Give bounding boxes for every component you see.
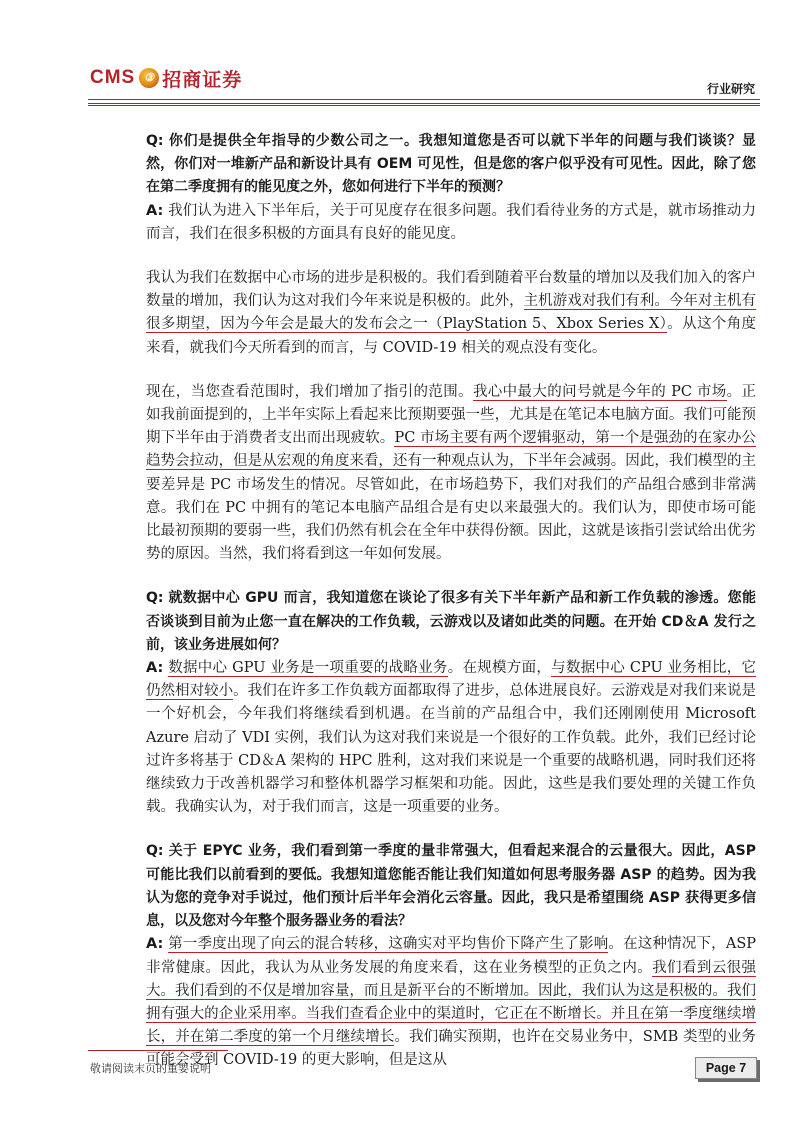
underlined-span: 第一季度出现了向云的混合转移，这确实对平均售价下降产生了影响: [168, 936, 609, 953]
underlined-span: 主机游戏对我们有利。今年对主机有很多期望，因为今年会是最大的发布会之一（PlayStation 5、Xbox Series X）: [146, 293, 757, 333]
document-body: [146, 130, 756, 1094]
paragraph-pc-market: [146, 381, 756, 567]
page-number: Page 7: [695, 1057, 757, 1079]
underlined-span: 数据中心 GPU 业务是一项重要的战略业务: [168, 660, 448, 677]
text-span: 。我们在许多工作负载方面都取得了进步，总体进展良好。云游戏是对我们来说是一个好机会，今年我们将继续看到机遇。在当前的产品组合中，我们还刚刚使用 Microsoft Azure 启动了 VDI 实例，我们认为这对我们来说是一个很好的工作负载。此外，我们已经讨论过许多将基于 CD＆A 架构的 HPC 胜利，这对我们来说是一个重要的战略机遇，同时我们还将继续致力于改善机器学习和整体机器学习框架和功能。因此，这些是我们要处理的关键工作负载。我确实认为，对于我们而言，这是一项重要的业务。: [146, 683, 757, 816]
section-label: 行业研究: [706, 82, 755, 96]
underlined-span: PC 市场主要有两个逻辑驱动，第一个是强劲的在家办公趋势会拉动，但是从宏观的角度来看，还有一种观点认为，下半年会减弱: [146, 430, 757, 470]
question-text: 就数据中心 GPU 而言，我知道您在谈论了很多有关下半年新产品和新工作负载的渗透。您能否谈谈到目前为止您一直在解决的工作负载，云游戏以及诸如此类的问题。在开始 CD＆A 发行之前，该业务进展如何？: [146, 590, 756, 653]
question-3: [146, 840, 756, 933]
text-span: 现在，当您查看范围时，我们增加了指引的范围。: [146, 383, 473, 400]
answer-3: [146, 933, 756, 1072]
question-tag: Q:: [146, 843, 164, 860]
text-span: 。在规模方面，: [447, 660, 552, 677]
question-text: 关于 EPYC 业务，我们看到第一季度的量非常强大，但看起来混合的云量很大。因此，ASP 可能比我们以前看到的要低。我想知道您能否能让我们知道如何思考服务器 ASP 的趋势。因为我认为您的竞争对手说过，他们预计后半年会消化云容量。因此，我只是希望围绕 ASP 获得更多信息，以及您对今年整个服务器业务的看法？: [146, 843, 756, 930]
header-rule: [88, 103, 760, 106]
header-rule-thin: [88, 99, 760, 100]
footer-rule: [88, 1050, 228, 1051]
answer-text: 我们认为进入下半年后，关于可见度存在很多问题。我们看待业务的方式是，就市场推动力而言，我们在很多积极的方面具有良好的能见度。: [146, 202, 756, 242]
question-2: [146, 587, 756, 657]
paragraph-data-center: [146, 267, 756, 360]
text-span: 。从这个角度来看，就我们今天所看到的而言，与 COVID-19 相关的观点没有变化。: [146, 316, 756, 356]
logo-badge-icon: ③: [139, 68, 159, 88]
text-span: 。我们确实预期，也许在交易业务中，SMB 类型的业务可能会受到 COVID-19 的更大影响，但是这从: [146, 1029, 757, 1069]
answer-tag: A:: [146, 936, 164, 953]
footer-disclaimer: 敬请阅读末页的重要说明: [90, 1062, 211, 1075]
answer-2: [146, 657, 756, 819]
underlined-span: 我们看到云很强大。我们看到的不仅是增加容量，而且是新平台的不断增加。因此，我们认为这是积极的。我们拥有强大的企业采用率。当我们查看企业中的渠道时，它正在不断增长。并且在第一季度继续增长，并在第二季度的第一个月继续增长: [146, 959, 756, 1046]
answer-tag: A:: [146, 660, 164, 677]
text-span: 。因此，我们模型的主要差异是 PC 市场发生的情况。尽管如此，在市场趋势下，我们对我们的产品组合感到非常满意。我们在 PC 中拥有的笔记本电脑产品组合是有史以来最强大的。我们认为，即使市场可能比最初预期的要弱一些，我们仍然有机会在全年中获得份额。因此，这就是该指引尝试给出优劣势的原因。当然，我们将看到这一年如何发展。: [146, 453, 757, 563]
text-span: 。正如我前面提到的，上半年实际上看起来比预期要强一些，尤其是在笔记本电脑方面。我们可能预期下半年由于消费者支出而出现疲软。: [146, 383, 757, 447]
answer-1: [146, 200, 756, 246]
company-logo: [90, 62, 242, 94]
text-span: 我认为我们在数据中心市场的进步是积极的。我们看到随着平台数量的增加以及我们加入的客户数量的增加，我们认为这对我们今年来说是积极的。此外，: [146, 270, 756, 310]
question-text: 你们是提供全年指导的少数公司之一。我想知道您是否可以就下半年的问题与我们谈谈？显然，你们对一堆新产品和新设计具有 OEM 可见性，但是您的客户似乎没有可见性。因此，除了您在第二季度拥有的能见度之外，您如何进行下半年的预测？: [146, 133, 757, 196]
question-1: [146, 130, 756, 200]
logo-cms-text: CMS: [90, 67, 136, 88]
answer-tag: A:: [146, 202, 164, 219]
underlined-span: 我心中最大的问号就是今年的 PC 市场: [472, 383, 727, 400]
question-tag: Q:: [146, 590, 164, 607]
logo-chinese-text: 招商证券: [162, 68, 243, 91]
underlined-span: 与数据中心 CPU 业务相比，它仍然相对较小: [146, 660, 756, 700]
question-tag: Q:: [146, 133, 164, 149]
text-span: 。在这种情况下，ASP 非常健康。因此，我认为从业务发展的角度来看，这在业务模型的正负之内。: [146, 936, 757, 976]
